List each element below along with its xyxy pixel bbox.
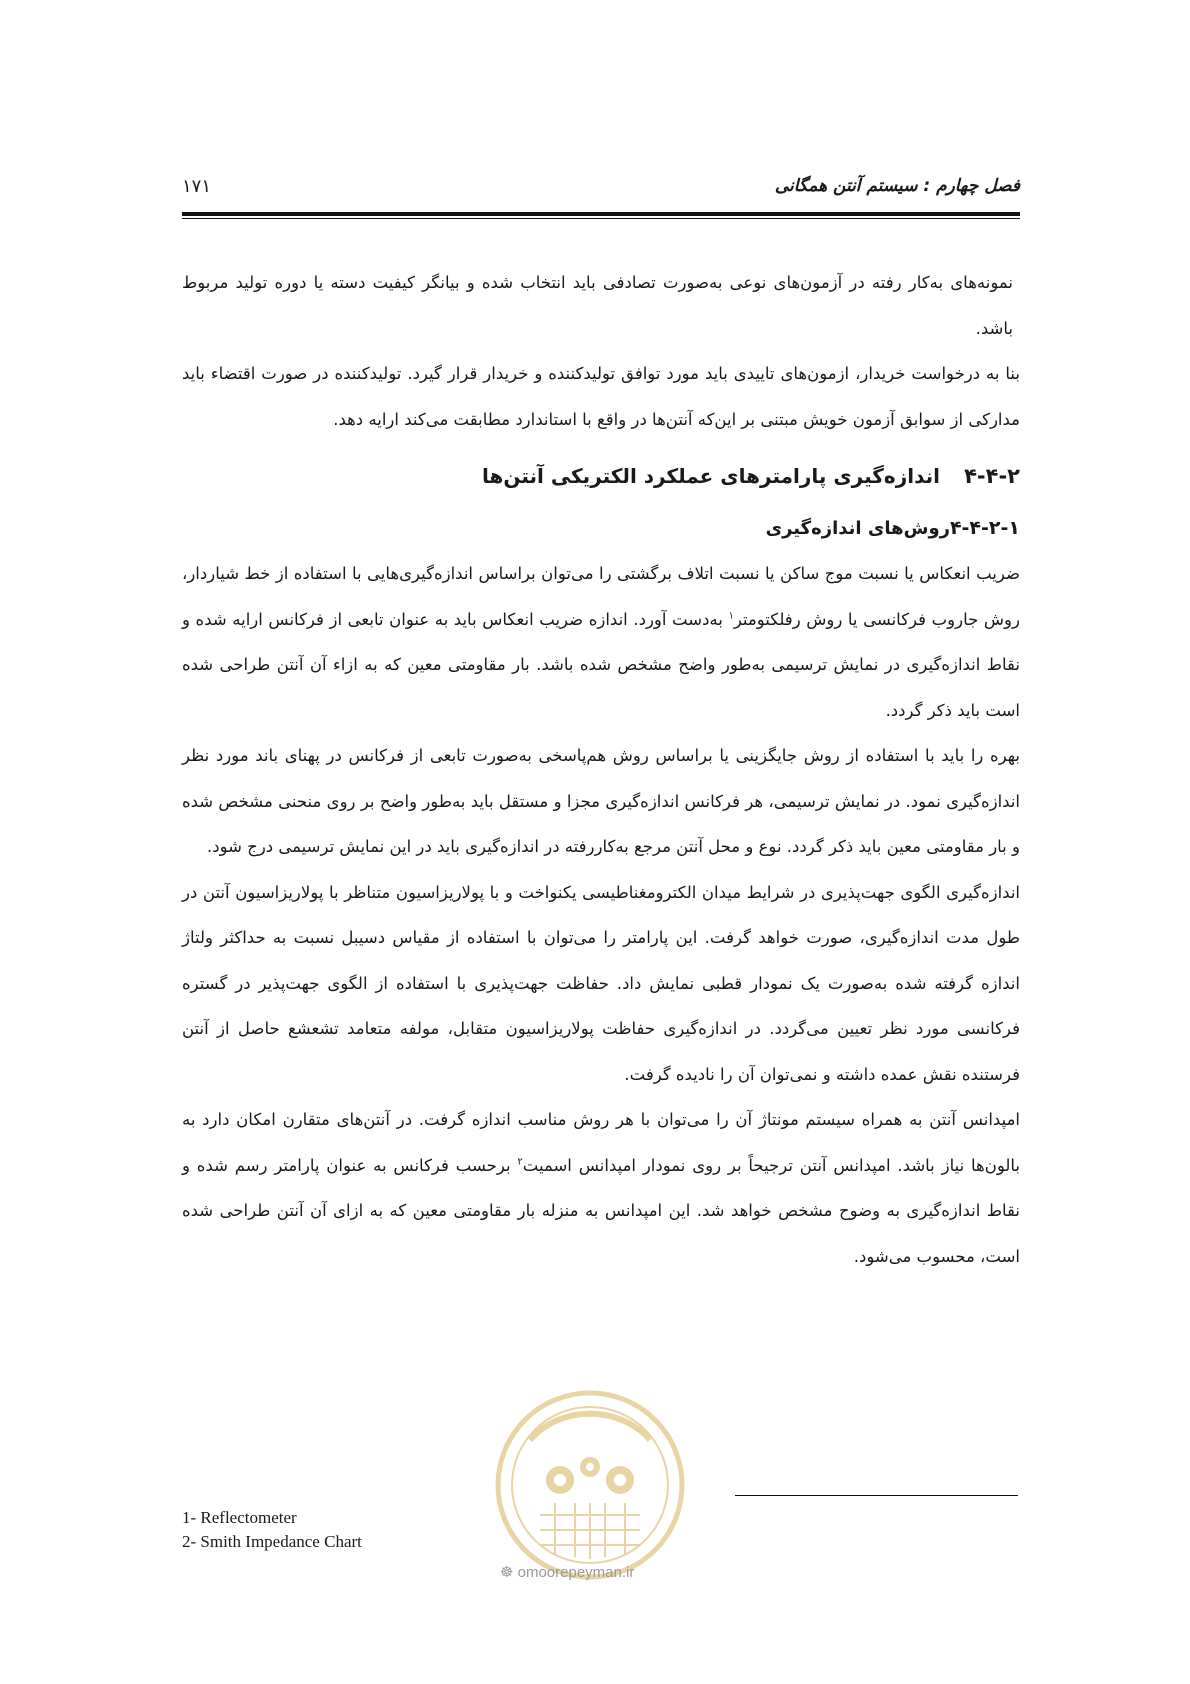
page-number: ۱۷۱	[182, 176, 212, 197]
page-header	[182, 176, 1020, 200]
section-number: ۴-۴-۲	[964, 464, 1020, 488]
paragraph-3-text-a: ضریب انعکاس یا نسبت موج ساکن یا نسبت اتلاف برگشتی را می‌توان براساس اندازه‌گیری‌هایی با استفاده از خط شیاردار، روش جاروب فرکانسی یا روش رفلکتومتر	[182, 564, 1020, 629]
paragraph-3-text-b: به‌دست آورد. اندازه ضریب انعکاس باید به عنوان تابعی از فرکانس ارایه شده و نقاط اندازه‌گیری در نمایش ترسیمی به‌طور واضح مشخص شده باشد. بار مقاومتی معین که به ازاء آن آنتن طراحی شده است باید ذکر گردد.	[182, 609, 1020, 720]
watermark-grid	[540, 1503, 640, 1559]
paragraph-1: نمونه‌های به‌کار رفته در آزمون‌های نوعی به‌صورت تصادفی باید انتخاب شده و بیانگر کیفیت دسته یا دوره تولید مربوط باشد.	[182, 273, 1013, 338]
subsection-number: ۴-۴-۲-۱	[949, 516, 1020, 539]
watermark-url-text: omoorepeyman.ir	[517, 1564, 635, 1581]
footnotes	[182, 1506, 362, 1554]
paragraph-5: اندازه‌گیری الگوی جهت‌پذیری در شرایط میدان الکترومغناطیسی یکنواخت و با پولاریزاسیون متناظر با پولاریزاسیون آنتن در طول مدت اندازه‌گیری، صورت خواهد گرفت. این پارامتر را می‌توان با استفاده از مقیاس دسیبل نسبت به حداکثر ولتاژ اندازه گرفته شده به‌صورت یک نمودار قطبی نمایش داد. حفاظت جهت‌پذیری با استفاده از الگوی جهت‌پذیر در گستره فرکانسی مورد نظر تعیین می‌گردد. در اندازه‌گیری حفاظت پولاریزاسیون متقابل، مولفه متعامد تشعشع حاصل از آنتن فرستنده نقش عمده داشته و نمی‌توان آن را نادیده گرفت.	[182, 882, 1020, 1084]
chapter-title: فصل چهارم : سیستم آنتن همگانی	[774, 176, 1020, 196]
section-title: اندازه‌گیری پارامترهای عملکرد الکتریکی آنتن‌ها	[481, 464, 940, 488]
paragraph-2: بنا به درخواست خریدار، ازمون‌های تاییدی باید مورد توافق تولیدکننده و خریدار قرار گیرد. تولیدکننده در صورت اقتضاء باید مدارکی از سوابق آزمون خویش مبتنی بر این‌که آنتن‌ها در واقع با استاندارد مطابقت می‌کند ارایه دهد.	[182, 364, 1020, 429]
paragraph-6	[182, 1097, 1020, 1279]
footnote-ref-2[interactable]: ۲	[517, 1156, 523, 1167]
paragraph-6-text-a: امپدانس آنتن به همراه سیستم مونتاژ آن را می‌توان با هر روش مناسب اندازه گرفت. در آنتن‌های متقارن امکان دارد به بالون‌ها نیاز باشد. امپدانس آنتن ترجیحاً بر روی نمودار امپدانس اسمیت	[182, 1110, 1021, 1175]
section-heading	[182, 454, 1020, 500]
footnote-1: 1- Reflectometer	[182, 1508, 297, 1527]
subsection-title: روش‌های اندازه‌گیری	[765, 517, 950, 539]
footnote-2: 2- Smith Impedance Chart	[182, 1532, 362, 1551]
paragraph-3	[182, 551, 1020, 733]
paragraph-6-text-b: برحسب فرکانس به عنوان پارامتر رسم شده و نقاط اندازه‌گیری به وضوح مشخص خواهد شد. این امپدانس به منزله بار مقاومتی معین که به ازای آن آنتن طراحی شده است، محسوب می‌شود.	[182, 1155, 1020, 1266]
body-text	[182, 260, 1020, 1279]
footnote-separator	[735, 1495, 1018, 1496]
watermark-url: ☸ omoorepeyman.ir	[500, 1564, 635, 1581]
subsection-heading	[182, 506, 1020, 552]
paragraph-4: بهره را باید با استفاده از روش جایگزینی یا براساس روش هم‌پاسخی به‌صورت تابعی از فرکانس در پهنای باند مورد نظر اندازه‌گیری نمود. در نمایش ترسیمی، هر فرکانس اندازه‌گیری مجزا و مستقل باید به‌طور واضح بر روی منحنی مشخص شده و بار مقاومتی معین باید ذکر گردد. نوع و محل آنتن مرجع به‌کاررفته در اندازه‌گیری باید در این نمایش ترسیمی درج شود.	[182, 746, 1020, 856]
watermark-swash	[530, 1414, 650, 1440]
footnote-ref-1[interactable]: ۱	[728, 610, 734, 621]
header-rule-thick	[182, 212, 1020, 216]
watermark-seal	[490, 1385, 690, 1585]
header-rule-thin	[182, 218, 1020, 219]
